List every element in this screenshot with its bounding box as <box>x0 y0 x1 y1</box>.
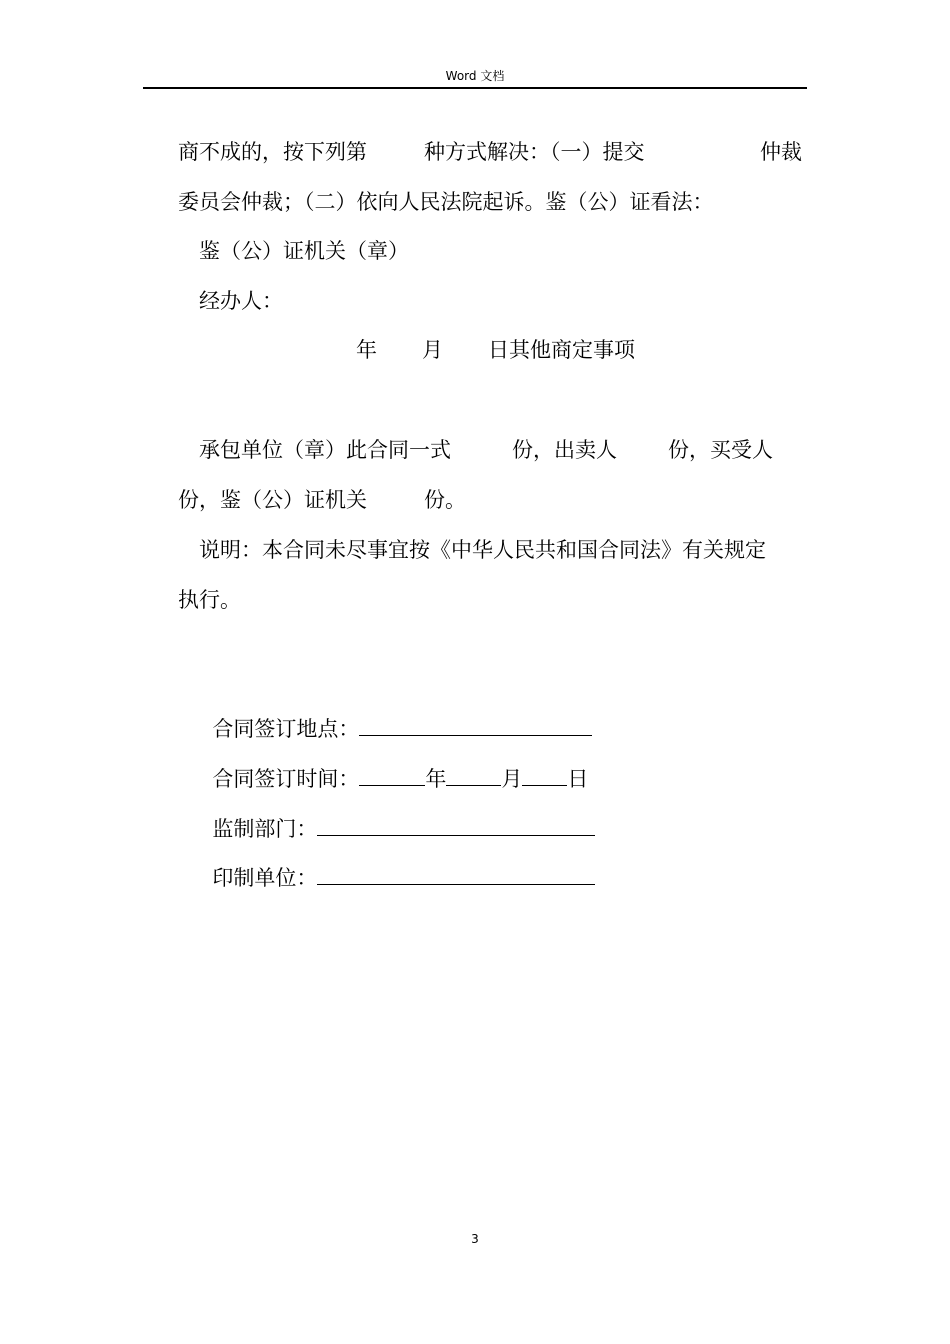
signing-month-blank[interactable] <box>446 763 501 786</box>
text-segment: 种方式解决：（一）提交 <box>424 140 645 164</box>
notary-office-seal-label: 鉴（公）证机关（章） <box>199 239 409 263</box>
signing-day-label: 日 <box>567 767 589 791</box>
text-segment: 承包单位（章）此合同一式 <box>199 438 451 462</box>
page-number: 3 <box>471 1232 479 1246</box>
printing-unit-row <box>199 834 595 892</box>
handler-label: 经办人： <box>199 289 283 313</box>
day-and-other-matters: 日其他商定事项 <box>488 338 635 362</box>
supervising-dept-blank[interactable] <box>317 813 595 836</box>
text-segment: 份，鉴（公）证机关 <box>178 488 367 512</box>
text-segment: 仲裁 <box>760 140 802 164</box>
header-title: Word 文档 <box>445 69 505 83</box>
signing-place-blank[interactable] <box>359 713 592 736</box>
text-segment: 份，出卖人 <box>512 438 617 462</box>
signing-time-label: 合同签订时间： <box>212 767 360 791</box>
text-segment: 份，买受人 <box>668 438 773 462</box>
month-label: 月 <box>422 338 443 362</box>
signing-day-blank[interactable] <box>522 763 567 786</box>
signing-year-blank[interactable] <box>359 763 425 786</box>
printing-unit-blank[interactable] <box>317 862 595 885</box>
printing-unit-label: 印制单位： <box>212 866 318 890</box>
signing-month-label: 月 <box>501 767 523 791</box>
copies-line-1 <box>0 436 950 464</box>
text-segment: 商不成的，按下列第 <box>178 140 367 164</box>
text-segment: 份。 <box>424 488 466 512</box>
year-label: 年 <box>356 338 377 362</box>
signing-place-label: 合同签订地点： <box>212 717 360 741</box>
note-line-1: 说明：本合同未尽事宜按《中华人民共和国合同法》有关规定 <box>199 538 766 562</box>
date-and-other-matters-line <box>0 336 950 364</box>
signing-year-label: 年 <box>425 767 447 791</box>
supervising-dept-label: 监制部门： <box>212 817 318 841</box>
header-divider <box>143 87 807 89</box>
paragraph-dispute-line-1 <box>0 138 950 166</box>
note-line-2: 执行。 <box>178 588 241 612</box>
copies-line-2 <box>0 486 950 514</box>
paragraph-dispute-line-2: 委员会仲裁；（二）依向人民法院起诉。鉴（公）证看法： <box>178 190 714 214</box>
